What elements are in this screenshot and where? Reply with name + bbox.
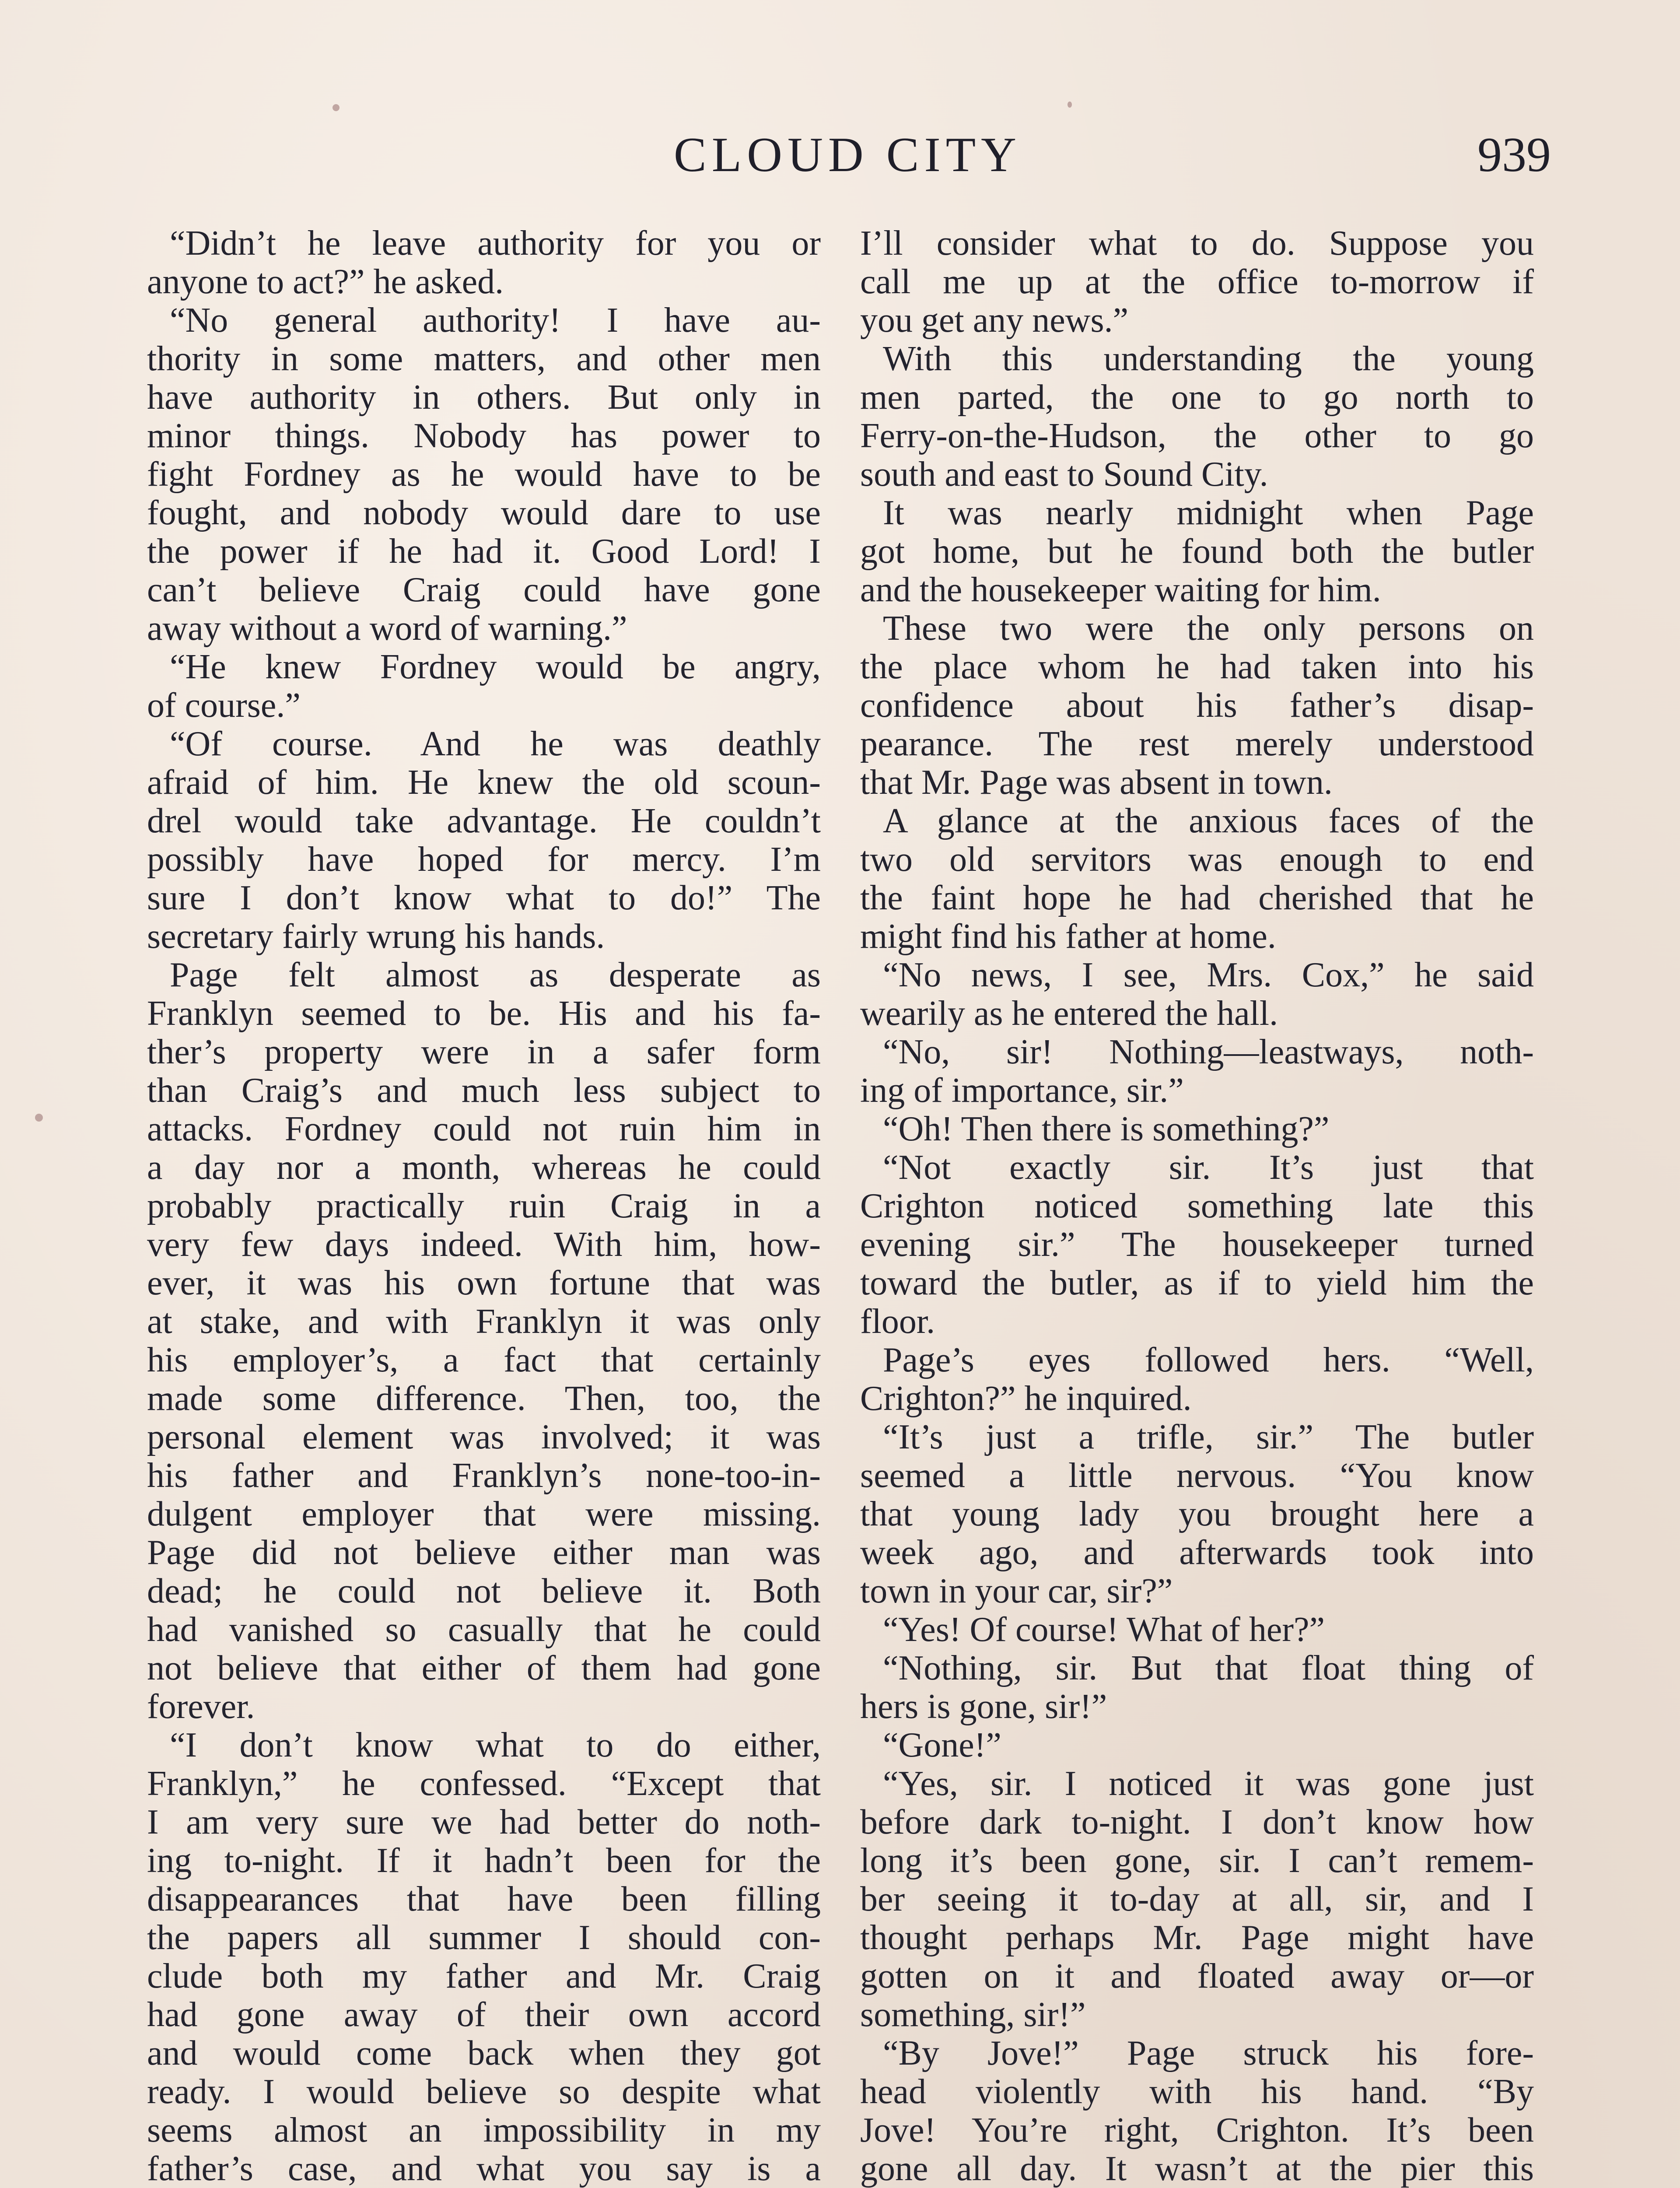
text-line: personal element was involved; it was <box>147 1418 821 1456</box>
text-line: the power if he had it. Good Lord! I <box>147 532 821 571</box>
text-line: gotten on it and floated away or—or <box>860 1957 1534 1995</box>
text-line: father’s case, and what you say is a <box>147 2149 821 2188</box>
text-line: fight Fordney as he would have to be <box>147 455 821 494</box>
text-line: his employer’s, a fact that certainly <box>147 1341 821 1379</box>
text-line: It was nearly midnight when Page <box>883 494 1534 532</box>
text-line: had vanished so casually that he could <box>147 1610 821 1649</box>
text-line: wearily as he entered the hall. <box>860 994 1278 1033</box>
text-line: floor. <box>860 1302 935 1341</box>
text-line: I’ll consider what to do. Suppose you <box>860 224 1534 263</box>
text-line: attacks. Fordney could not ruin him in <box>147 1110 821 1148</box>
text-line: ing of importance, sir.” <box>860 1071 1184 1110</box>
text-line: ing to-night. If it hadn’t been for the <box>147 1841 821 1880</box>
text-line: fought, and nobody would dare to use <box>147 494 821 532</box>
text-line: a day nor a month, whereas he could <box>147 1148 821 1187</box>
text-line: secretary fairly wrung his hands. <box>147 917 605 956</box>
text-line: have authority in others. But only in <box>147 378 821 417</box>
text-line: away without a word of warning.” <box>147 609 627 648</box>
text-line: the papers all summer I should con- <box>147 1918 821 1957</box>
text-line: sure I don’t know what to do!” The <box>147 879 821 917</box>
text-line: had gone away of their own accord <box>147 1995 821 2034</box>
text-line: “It’s just a trifle, sir.” The butler <box>883 1418 1534 1456</box>
text-line: very few days indeed. With him, how- <box>147 1225 821 1264</box>
text-line: seems almost an impossibility in my <box>147 2111 821 2149</box>
text-line: “Yes, sir. I noticed it was gone just <box>883 1764 1534 1803</box>
text-line: long it’s been gone, sir. I can’t remem- <box>860 1841 1534 1880</box>
text-line: “Not exactly sir. It’s just that <box>883 1148 1534 1187</box>
text-line: ber seeing it to-day at all, sir, and I <box>860 1880 1534 1918</box>
text-line: before dark to-night. I don’t know how <box>860 1803 1534 1841</box>
text-line: Page’s eyes followed hers. “Well, <box>883 1341 1534 1379</box>
page-number: 939 <box>1477 128 1551 182</box>
text-line: something, sir!” <box>860 1995 1086 2034</box>
text-line: “Didn’t he leave authority for you or <box>170 224 821 263</box>
paper-speck <box>35 1114 43 1122</box>
text-line: town in your car, sir?” <box>860 1572 1173 1610</box>
text-line: probably practically ruin Craig in a <box>147 1187 821 1225</box>
text-line: afraid of him. He knew the old scoun- <box>147 763 821 802</box>
text-line: Page did not believe either man was <box>147 1533 821 1572</box>
text-line: than Craig’s and much less subject to <box>147 1071 821 1110</box>
text-line: can’t believe Craig could have gone <box>147 571 821 609</box>
text-line: that young lady you brought here a <box>860 1495 1534 1533</box>
text-line: thority in some matters, and other men <box>147 340 821 378</box>
text-line: head violently with his hand. “By <box>860 2072 1534 2111</box>
text-line: hers is gone, sir!” <box>860 1687 1107 1726</box>
text-line: “No, sir! Nothing—leastways, noth- <box>883 1033 1534 1071</box>
paper-speck <box>332 104 340 111</box>
text-line: seemed a little nervous. “You know <box>860 1456 1534 1495</box>
text-line: ever, it was his own fortune that was <box>147 1264 821 1302</box>
text-line: might find his father at home. <box>860 917 1276 956</box>
text-line: “I don’t know what to do either, <box>170 1726 821 1764</box>
text-line: and would come back when they got <box>147 2034 821 2072</box>
text-line: ready. I would believe so despite what <box>147 2072 821 2111</box>
text-line: Franklyn seemed to be. His and his fa- <box>147 994 821 1033</box>
text-line: made some difference. Then, too, the <box>147 1379 821 1418</box>
text-line: “Of course. And he was deathly <box>170 725 821 763</box>
text-line: week ago, and afterwards took into <box>860 1533 1534 1572</box>
text-line: possibly have hoped for mercy. I’m <box>147 840 821 879</box>
text-line: “No general authority! I have au- <box>170 301 821 340</box>
text-line: drel would take advantage. He couldn’t <box>147 802 821 840</box>
text-line: “Nothing, sir. But that float thing of <box>883 1649 1534 1687</box>
text-line: two old servitors was enough to end <box>860 840 1534 879</box>
text-line: the place whom he had taken into his <box>860 648 1534 686</box>
text-line: Ferry-on-the-Hudson, the other to go <box>860 417 1534 455</box>
text-line: that Mr. Page was absent in town. <box>860 763 1333 802</box>
text-column-right <box>860 224 1534 2188</box>
text-line: of course.” <box>147 686 301 725</box>
text-line: Crighton noticed something late this <box>860 1187 1534 1225</box>
text-line: Jove! You’re right, Crighton. It’s been <box>860 2111 1534 2149</box>
text-line: With this understanding the young <box>883 340 1534 378</box>
text-line: got home, but he found both the butler <box>860 532 1534 571</box>
text-line: and the housekeeper waiting for him. <box>860 571 1381 609</box>
text-line: minor things. Nobody has power to <box>147 417 821 455</box>
text-line: clude both my father and Mr. Craig <box>147 1957 821 1995</box>
text-line: “Gone!” <box>883 1726 1001 1764</box>
text-line: the faint hope he had cherished that he <box>860 879 1534 917</box>
text-line: forever. <box>147 1687 255 1726</box>
text-line: dead; he could not believe it. Both <box>147 1572 821 1610</box>
text-line: south and east to Sound City. <box>860 455 1268 494</box>
text-line: dulgent employer that were missing. <box>147 1495 821 1533</box>
text-line: ther’s property were in a safer form <box>147 1033 821 1071</box>
text-line: at stake, and with Franklyn it was only <box>147 1302 821 1341</box>
text-line: you get any news.” <box>860 301 1129 340</box>
text-line: I am very sure we had better do noth- <box>147 1803 821 1841</box>
text-line: anyone to act?” he asked. <box>147 263 504 301</box>
text-line: “No news, I see, Mrs. Cox,” he said <box>883 956 1534 994</box>
text-line: men parted, the one to go north to <box>860 378 1534 417</box>
text-line: call me up at the office to-morrow if <box>860 263 1534 301</box>
text-line: his father and Franklyn’s none-too-in- <box>147 1456 821 1495</box>
text-line: A glance at the anxious faces of the <box>883 802 1534 840</box>
text-line: not believe that either of them had gone <box>147 1649 821 1687</box>
text-line: gone all day. It wasn’t at the pier this <box>860 2149 1534 2188</box>
text-line: “Oh! Then there is something?” <box>883 1110 1330 1148</box>
text-line: pearance. The rest merely understood <box>860 725 1534 763</box>
running-head: CLOUD CITY <box>674 128 1022 182</box>
text-line: “By Jove!” Page struck his fore- <box>883 2034 1534 2072</box>
text-line: “Yes! Of course! What of her?” <box>883 1610 1325 1649</box>
text-line: toward the butler, as if to yield him the <box>860 1264 1534 1302</box>
text-line: evening sir.” The housekeeper turned <box>860 1225 1534 1264</box>
paper-speck <box>1068 102 1072 108</box>
text-line: “He knew Fordney would be angry, <box>170 648 821 686</box>
text-column-left <box>147 224 821 2188</box>
text-line: disappearances that have been filling <box>147 1880 821 1918</box>
text-line: Franklyn,” he confessed. “Except that <box>147 1764 821 1803</box>
text-line: Crighton?” he inquired. <box>860 1379 1192 1418</box>
text-line: confidence about his father’s disap- <box>860 686 1534 725</box>
text-line: Page felt almost as desperate as <box>170 956 821 994</box>
text-line: thought perhaps Mr. Page might have <box>860 1918 1534 1957</box>
text-line: These two were the only persons on <box>883 609 1534 648</box>
